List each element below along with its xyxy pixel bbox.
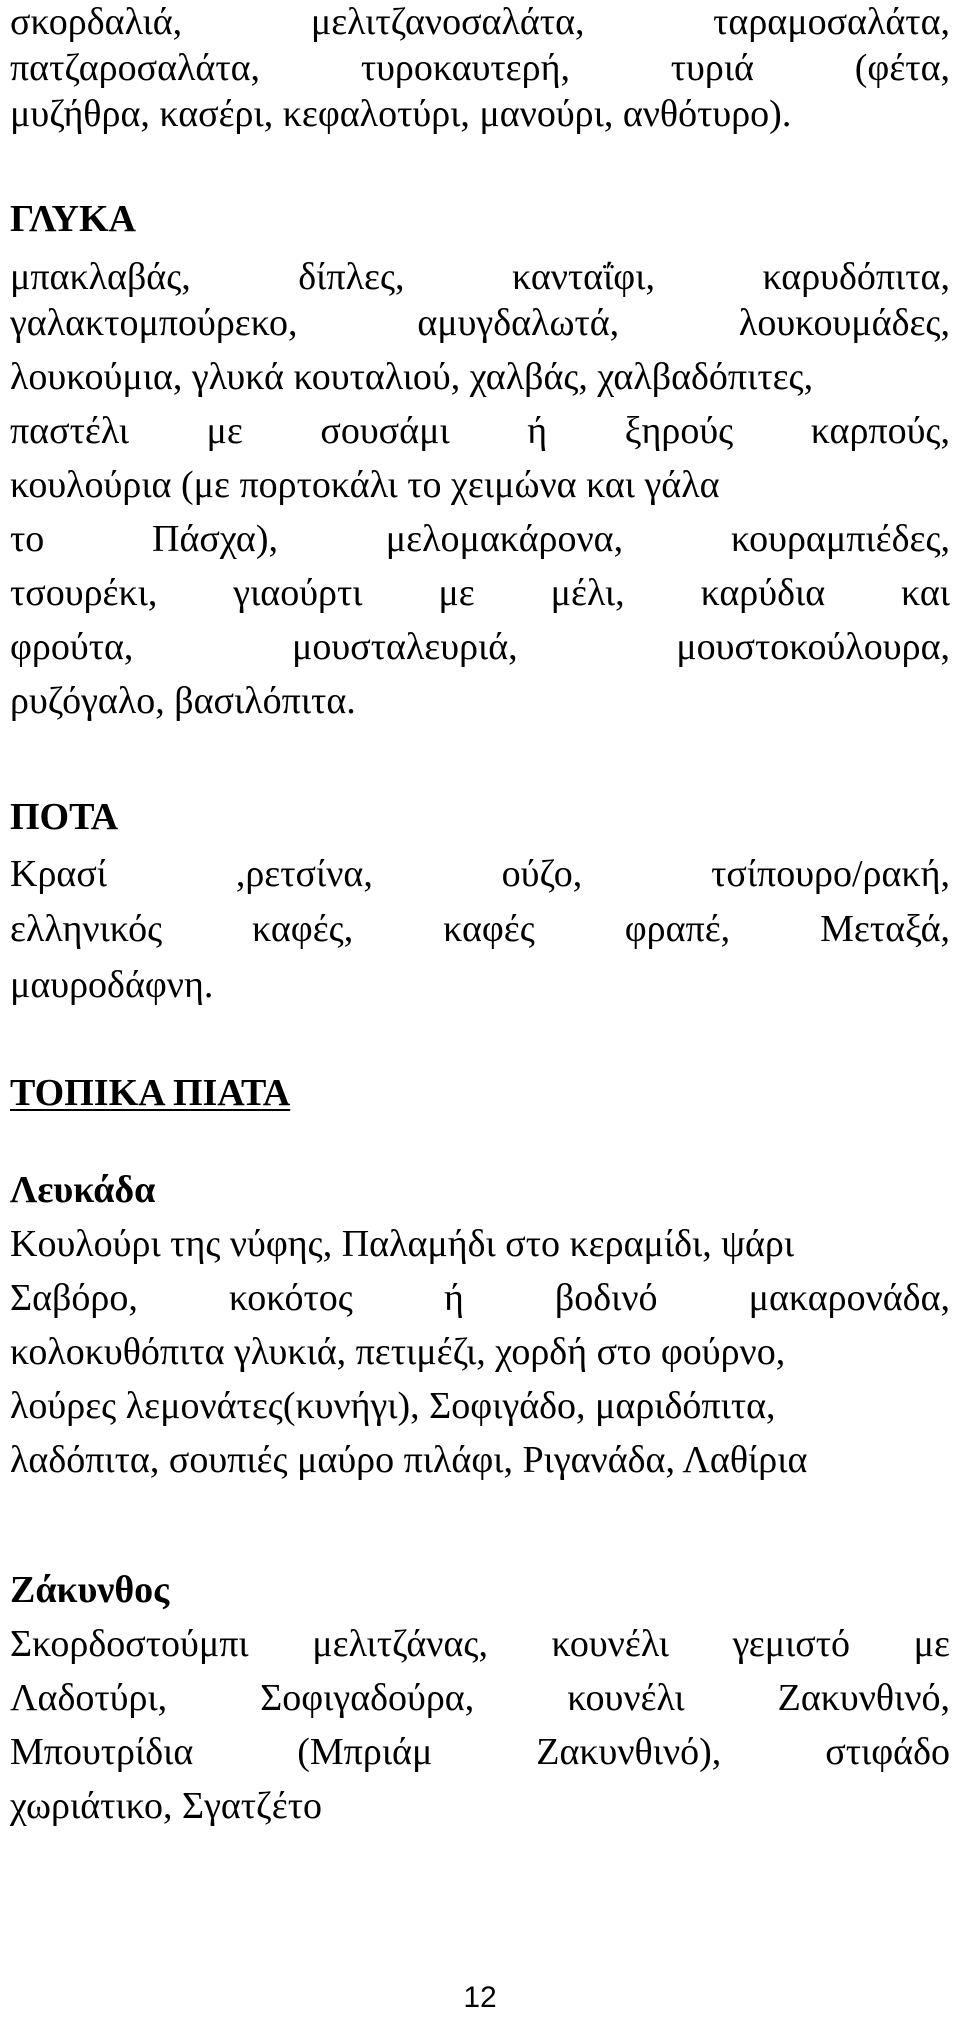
- text-word: σκορδαλιά,: [10, 1, 183, 43]
- text-word: ή: [443, 1277, 464, 1319]
- text-word: μέλι,: [550, 572, 625, 614]
- text-word: τυροκαυτερή,: [360, 47, 570, 89]
- text-word: (φέτα,: [854, 47, 950, 89]
- text-word: πατζαροσαλάτα,: [10, 47, 261, 89]
- text-word: και: [901, 572, 950, 614]
- sweets-heading: ΓΛΥΚΑ: [10, 198, 136, 240]
- sweets-line-4: [10, 409, 950, 453]
- text-word: φρούτα,: [10, 626, 134, 668]
- intro-line-3: [10, 92, 950, 136]
- text-line: μαυροδάφνη.: [10, 964, 214, 1006]
- text-word: κουραμπιέδες,: [730, 518, 950, 560]
- text-word: Μεταξά,: [820, 908, 950, 950]
- text-word: κανταΐφι,: [512, 256, 655, 298]
- text-word: Σαβόρο,: [10, 1277, 138, 1319]
- zakynthos-line-3: [10, 1730, 950, 1774]
- lefkada-line-5: [10, 1438, 950, 1482]
- lefkada-heading: Λευκάδα: [10, 1169, 156, 1211]
- text-word: βοδινό: [554, 1277, 658, 1319]
- text-word: μελιτζανοσαλάτα,: [310, 1, 585, 43]
- sweets-line-7: [10, 571, 950, 615]
- lefkada-line-3: [10, 1330, 950, 1374]
- text-word: με: [206, 410, 243, 452]
- text-word: στιφάδο: [825, 1731, 950, 1773]
- sweets-line-9: [10, 679, 950, 723]
- text-word: γαλακτομπούρεκο,: [10, 302, 298, 344]
- zakynthos-line-4: [10, 1784, 950, 1828]
- text-word: Σκορδοστούμπι: [10, 1623, 249, 1665]
- text-line: Κουλούρι της νύφης, Παλαμήδι στο κεραμίδι, ψάρι: [10, 1223, 795, 1265]
- text-word: ούζο,: [501, 853, 583, 895]
- text-word: ελληνικός: [10, 908, 163, 950]
- sweets-line-8: [10, 625, 950, 669]
- drinks-heading: ΠΟΤΑ: [10, 796, 119, 838]
- text-word: κοκότος: [228, 1277, 353, 1319]
- text-word: μουστοκούλουρα,: [676, 626, 950, 668]
- text-word: δίπλες,: [298, 256, 405, 298]
- text-word: με: [913, 1623, 950, 1665]
- sweets-line-3: [10, 355, 950, 399]
- page-number: 12: [463, 1981, 497, 2014]
- text-line: λουκούμια, γλυκά κουταλιού, χαλβάς, χαλβαδόπιτες,: [10, 356, 814, 398]
- text-word: μελομακάρονα,: [385, 518, 624, 560]
- text-word: ή: [527, 410, 548, 452]
- text-word: ταραμοσαλάτα,: [713, 1, 950, 43]
- text-word: τσουρέκι,: [10, 572, 158, 614]
- text-word: μελιτζάνας,: [312, 1623, 488, 1665]
- text-word: Κρασί: [10, 853, 108, 895]
- drinks-line-2: [10, 907, 950, 951]
- text-word: κουνέλι: [567, 1677, 685, 1719]
- text-word: ,ρετσίνα,: [235, 853, 373, 895]
- text-word: κουνέλι: [551, 1623, 669, 1665]
- text-word: Ζακυνθινό),: [536, 1731, 722, 1773]
- text-word: μακαρονάδα,: [748, 1277, 950, 1319]
- text-word: Σοφιγαδούρα,: [260, 1677, 475, 1719]
- lefkada-line-1: [10, 1222, 950, 1266]
- sweets-line-2: [10, 301, 950, 345]
- text-word: Μπουτρίδια: [10, 1731, 194, 1773]
- text-word: καφές: [443, 908, 535, 950]
- sweets-line-1: [10, 255, 950, 299]
- intro-line-2: [10, 46, 950, 90]
- drinks-line-1: [10, 852, 950, 896]
- text-word: (Μπριάμ: [297, 1731, 433, 1773]
- text-word: καφές,: [252, 908, 354, 950]
- zakynthos-heading: Ζάκυνθος: [10, 1569, 170, 1611]
- text-line: μυζήθρα, κασέρι, κεφαλοτύρι, μανούρι, ανθότυρο).: [10, 93, 792, 135]
- text-word: τυριά: [670, 47, 754, 89]
- text-word: Λαδοτύρι,: [10, 1677, 168, 1719]
- text-line: χωριάτικο, Σγατζέτο: [10, 1785, 322, 1827]
- text-word: φραπέ,: [624, 908, 731, 950]
- text-word: λουκουμάδες,: [738, 302, 950, 344]
- zakynthos-line-1: [10, 1622, 950, 1666]
- local-dishes-heading: ΤΟΠΙΚΑ ΠΙΑΤΑ: [10, 1072, 291, 1114]
- text-word: τσίπουρο/ρακή,: [711, 853, 950, 895]
- text-word: παστέλι: [10, 410, 129, 452]
- text-line: λούρες λεμονάτες(κυνήγι), Σοφιγάδο, μαριδόπιτα,: [10, 1385, 776, 1427]
- lefkada-line-2: [10, 1276, 950, 1320]
- text-word: γεμιστό: [732, 1623, 851, 1665]
- text-line: ρυζόγαλο, βασιλόπιτα.: [10, 680, 356, 722]
- text-line: λαδόπιτα, σουπιές μαύρο πιλάφι, Ριγανάδα, Λαθίρια: [10, 1439, 808, 1481]
- sweets-line-5: [10, 463, 950, 507]
- text-word: με: [438, 572, 475, 614]
- text-line: κουλούρια (με πορτοκάλι το χειμώνα και γάλα: [10, 464, 720, 506]
- intro-line-1: [10, 0, 950, 44]
- drinks-line-3: [10, 963, 950, 1007]
- text-word: Πάσχα),: [152, 518, 278, 560]
- text-word: γιαούρτι: [233, 572, 363, 614]
- text-word: το: [10, 518, 45, 560]
- text-word: σουσάμι: [320, 410, 450, 452]
- text-word: μουσταλευριά,: [292, 626, 518, 668]
- lefkada-line-4: [10, 1384, 950, 1428]
- sweets-line-6: [10, 517, 950, 561]
- text-word: καρπούς,: [810, 410, 950, 452]
- text-word: ξηρούς: [624, 410, 734, 452]
- text-line: κολοκυθόπιτα γλυκιά, πετιμέζι, χορδή στο φούρνο,: [10, 1331, 786, 1373]
- text-word: μπακλαβάς,: [10, 256, 191, 298]
- text-word: καρύδια: [700, 572, 826, 614]
- text-word: καρυδόπιτα,: [762, 256, 950, 298]
- text-word: Ζακυνθινό,: [777, 1677, 950, 1719]
- text-word: αμυγδαλωτά,: [417, 302, 620, 344]
- zakynthos-line-2: [10, 1676, 950, 1720]
